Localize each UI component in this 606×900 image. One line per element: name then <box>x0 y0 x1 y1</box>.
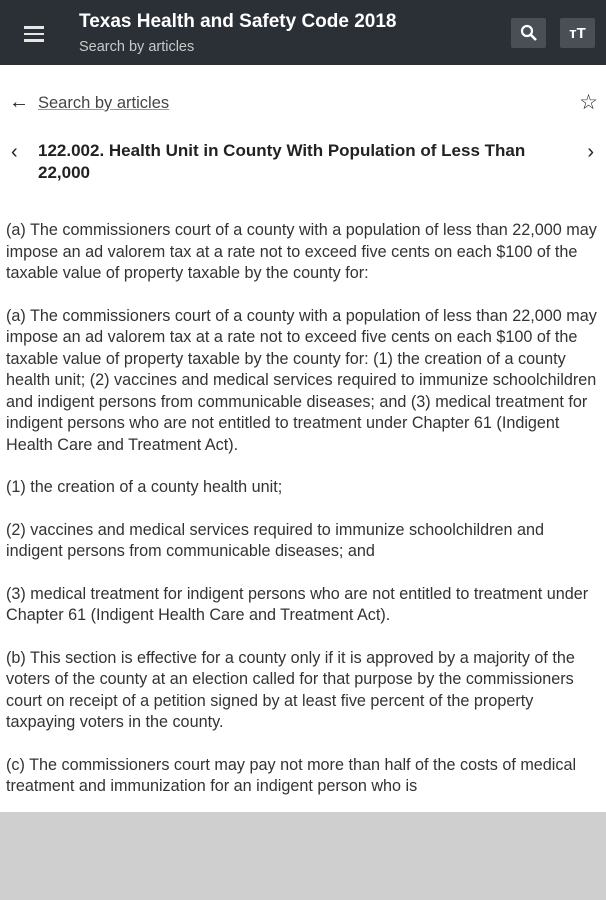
app-subtitle: Search by articles <box>79 39 195 55</box>
article-body <box>6 220 602 812</box>
favorite-star-icon[interactable]: ☆ <box>579 91 598 114</box>
paragraph: (3) medical treatment for indigent persons who are not entitled to treatment under Chapter 61 (Indigent Health Care and Treatment Act). <box>6 584 589 624</box>
paragraph: (2) vaccines and medical services required to immunize schoolchildren and indigent persons from communicable diseases; and <box>6 520 545 560</box>
paragraph: (1) the creation of a county health unit; <box>6 478 283 496</box>
search-icon <box>520 24 538 42</box>
text-size-icon: тT <box>569 24 586 42</box>
paragraph: (a) The commissioners court of a county with a population of less than 22,000 may impose an ad valorem tax at a rate not to exceed five cents on each $100 of the taxable value of property taxable by the county for: <box>6 221 597 282</box>
previous-article-icon[interactable]: ‹ <box>11 141 18 163</box>
paragraph: (a) The commissioners court of a county with a population of less than 22,000 may impose an ad valorem tax at a rate not to exceed five cents on each $100 of the taxable value of property taxable by the county for: (1) the creation of a county health unit; (2) vaccines and medical services required to immunize schoolchildren and indigent persons from communicable diseases; and (3) medical treatment for indigent persons who are not entitled to treatment under Chapter 61 (Indigent Health Care and Treatment Act). <box>6 306 597 454</box>
back-arrow-icon[interactable]: ← <box>9 91 29 113</box>
next-article-icon[interactable]: › <box>587 141 594 163</box>
search-button[interactable] <box>511 18 546 48</box>
text-size-button[interactable] <box>560 18 595 48</box>
article-heading: 122.002. Health Unit in County With Population of Less Than 22,000 <box>38 141 526 182</box>
paragraph: (b) This section is effective for a county only if it is approved by a majority of the voters of the county at an election called for that purpose by the commissioners court on receipt of a petition signed by at least five percent of the property taxpaying voters in the county. <box>6 648 575 731</box>
article-content <box>0 65 606 812</box>
app-bar <box>0 0 606 65</box>
breadcrumb-link[interactable]: Search by articles <box>38 94 170 112</box>
menu-icon[interactable] <box>24 26 44 46</box>
paragraph: (c) The commissioners court may pay not more than half of the costs of medical treatment and immunization for an indigent person who is <box>6 755 577 795</box>
app-title: Texas Health and Safety Code 2018 <box>79 11 397 32</box>
